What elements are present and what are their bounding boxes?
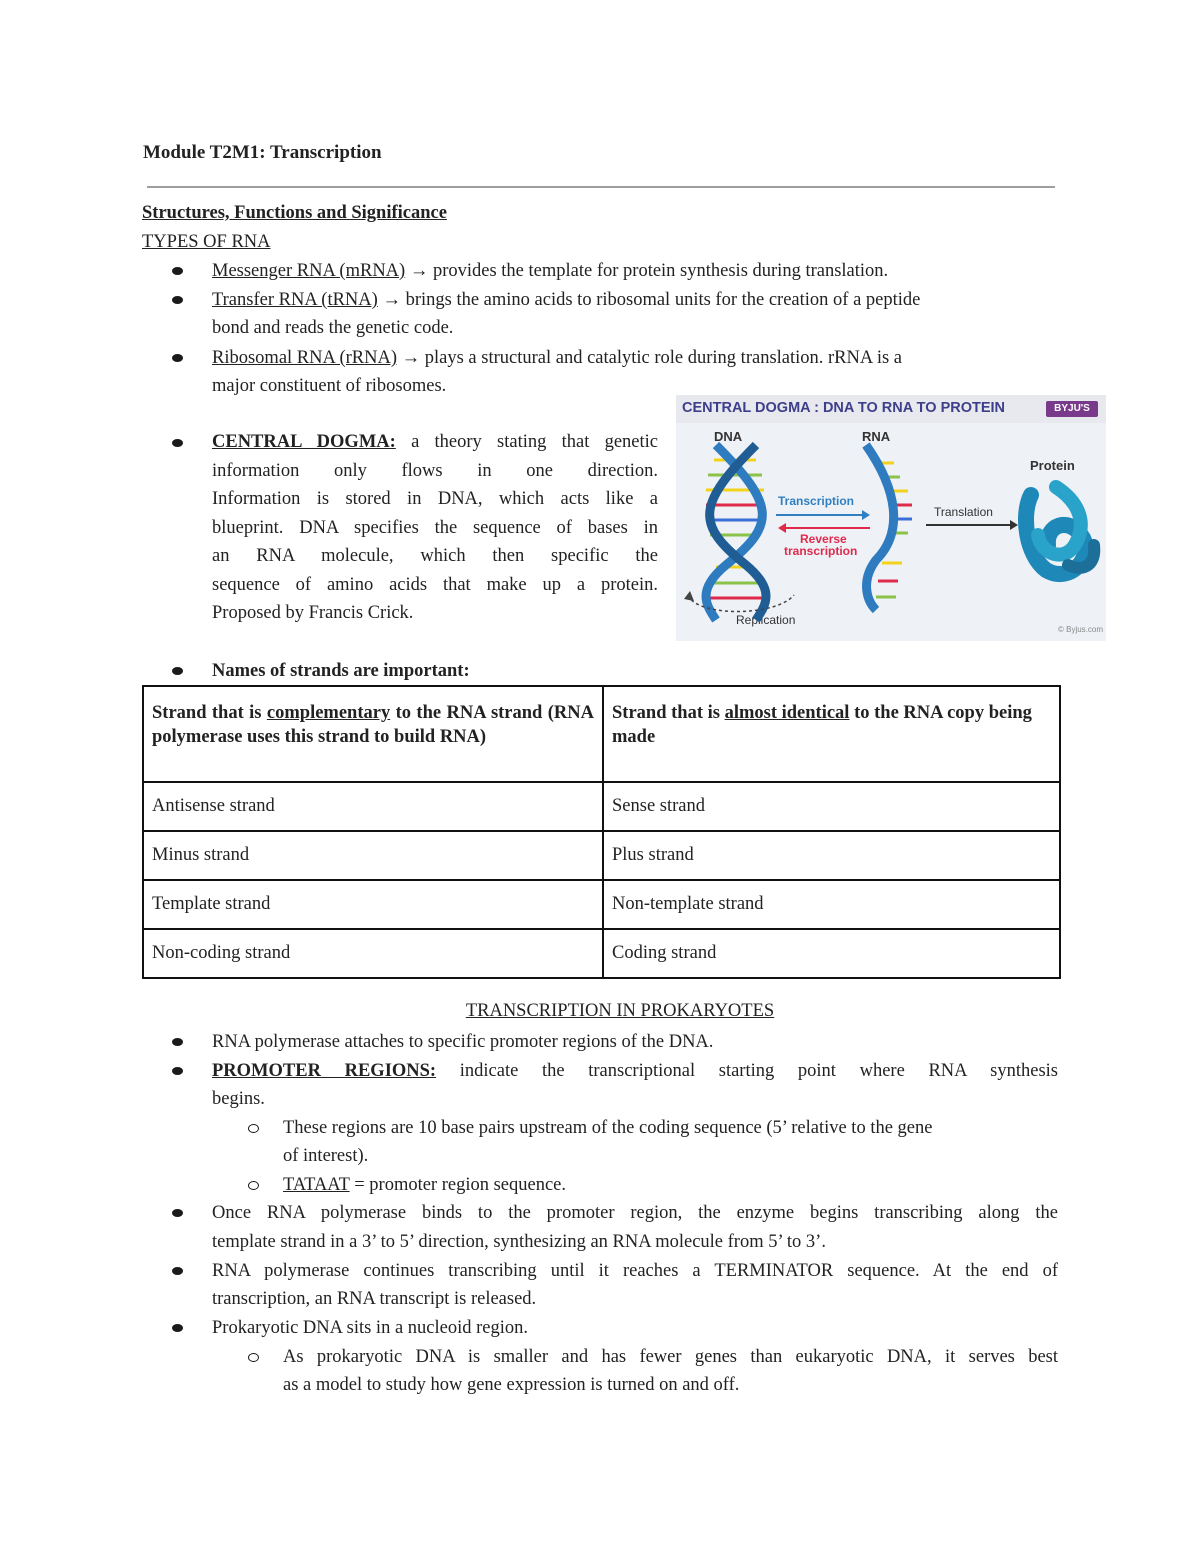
bullet-icon: [172, 296, 183, 304]
strands-table: [142, 685, 1061, 979]
prok-subitem-3-cont: as a model to study how gene expression is turned on and off.: [283, 1375, 740, 1395]
table-cell: Antisense strand: [143, 782, 603, 831]
dna-label: DNA: [714, 429, 743, 444]
brand-logo: BYJU'S: [1046, 401, 1098, 417]
list-item-mrna: Messenger RNA (mRNA) → provides the template for protein synthesis during translation.: [212, 261, 889, 281]
prok-item-2: PROMOTER REGIONS: indicate the transcriptional starting point where RNA synthesis: [212, 1061, 1058, 1081]
reverse-transcription-arrow-icon: [778, 523, 870, 533]
translation-label: Translation: [934, 505, 993, 519]
bullet-icon: [172, 1267, 183, 1275]
list-item-rrna: Ribosomal RNA (rRNA) → plays a structural and catalytic role during translation. rRNA is a: [212, 348, 903, 368]
table-header-cell: Strand that is almost identical to the RNA copy being made: [603, 686, 1060, 782]
table-header-cell: Strand that is complementary to the RNA strand (RNA polymerase uses this strand to build RNA): [143, 686, 603, 782]
table-header-row: [143, 686, 1060, 782]
reverse-transcription-label: transcription: [784, 544, 858, 558]
prok-subitem-3: As prokaryotic DNA is smaller and has fewer genes than eukaryotic DNA, it serves best: [283, 1347, 1058, 1367]
table-cell: Coding strand: [603, 929, 1060, 978]
central-dogma-paragraph: [212, 428, 658, 628]
bullet-icon: [172, 439, 183, 447]
circle-bullet-icon: [248, 1181, 259, 1190]
section-heading: Structures, Functions and Significance: [142, 203, 447, 223]
prok-subitem-1: These regions are 10 base pairs upstream of the coding sequence (5’ relative to the gene: [283, 1118, 933, 1138]
strands-heading: Names of strands are important:: [212, 661, 470, 681]
bullet-icon: [172, 354, 183, 362]
prok-item-1: RNA polymerase attaches to specific promoter regions of the DNA.: [212, 1032, 714, 1052]
central-dogma-line-4: blueprint. DNA specifies the sequence of bases in: [212, 517, 658, 538]
central-dogma-line-5: an RNA molecule, which then specific the: [212, 546, 658, 566]
table-row: [143, 880, 1060, 929]
table-cell: Non-coding strand: [143, 929, 603, 978]
prok-item-4-cont: transcription, an RNA transcript is released.: [212, 1289, 537, 1309]
prok-subitem-2: TATAAT = promoter region sequence.: [283, 1175, 567, 1195]
central-dogma-line-1: CENTRAL DOGMA: a theory stating that genetic: [212, 432, 658, 452]
table-cell: Sense strand: [603, 782, 1060, 831]
figure-title: CENTRAL DOGMA : DNA TO RNA TO PROTEIN: [682, 400, 1006, 416]
reverse-label: Reverse: [800, 532, 847, 546]
types-heading: TYPES OF RNA: [142, 232, 271, 252]
prok-item-2-cont: begins.: [212, 1089, 265, 1109]
central-dogma-line-7: Proposed by Francis Crick.: [212, 603, 414, 623]
circle-bullet-icon: [248, 1353, 259, 1362]
watermark: © Byjus.com: [1058, 625, 1104, 634]
protein-icon: [1026, 487, 1094, 574]
rna-label: RNA: [862, 429, 891, 444]
list-item-trna: Transfer RNA (tRNA) → brings the amino acids to ribosomal units for the creation of a peptide: [212, 290, 921, 310]
central-dogma-line-6: sequence of amino acids that make up a protein.: [212, 574, 658, 595]
table-cell: Non-template strand: [603, 880, 1060, 929]
bullet-icon: [172, 1209, 183, 1217]
horizontal-rule: [147, 186, 1055, 188]
bullet-icon: [172, 1038, 183, 1046]
transcription-arrow-icon: [776, 510, 870, 520]
translation-arrow-icon: [926, 520, 1018, 530]
bullet-icon: [172, 267, 183, 275]
prok-subitem-1-cont: of interest).: [283, 1146, 369, 1166]
bullet-icon: [172, 1324, 183, 1332]
table-row: [143, 782, 1060, 831]
dna-helix-icon: [706, 445, 766, 620]
table-row: [143, 929, 1060, 978]
list-item-rrna-cont: major constituent of ribosomes.: [212, 376, 447, 396]
diagram-graphic: [676, 395, 1106, 641]
central-dogma-line-3: Information is stored in DNA, which acts like a: [212, 489, 658, 509]
page-title: Module T2M1: Transcription: [143, 142, 382, 163]
prok-item-3: Once RNA polymerase binds to the promoter region, the enzyme begins transcribing along the: [212, 1203, 1058, 1223]
table-cell: Plus strand: [603, 831, 1060, 880]
protein-label: Protein: [1030, 458, 1075, 473]
bullet-icon: [172, 1067, 183, 1075]
circle-bullet-icon: [248, 1124, 259, 1133]
bullet-icon: [172, 667, 183, 675]
table-cell: Template strand: [143, 880, 603, 929]
central-dogma-figure: [676, 395, 1106, 641]
table-cell: Minus strand: [143, 831, 603, 880]
prokaryotes-heading: TRANSCRIPTION IN PROKARYOTES: [465, 1001, 775, 1021]
replication-arrow-icon: [684, 591, 794, 612]
transcription-label: Transcription: [778, 494, 855, 508]
rna-strand-icon: [866, 445, 912, 610]
prok-item-4: RNA polymerase continues transcribing until it reaches a TERMINATOR sequence. At the end of: [212, 1261, 1058, 1281]
prok-item-3-cont: template strand in a 3’ to 5’ direction, synthesizing an RNA molecule from 5’ to 3’.: [212, 1232, 826, 1252]
prok-item-5: Prokaryotic DNA sits in a nucleoid region.: [212, 1318, 528, 1338]
central-dogma-line-2: information only flows in one direction.: [212, 460, 658, 481]
table-row: [143, 831, 1060, 880]
replication-label: Replication: [736, 613, 796, 627]
list-item-trna-cont: bond and reads the genetic code.: [212, 318, 454, 338]
